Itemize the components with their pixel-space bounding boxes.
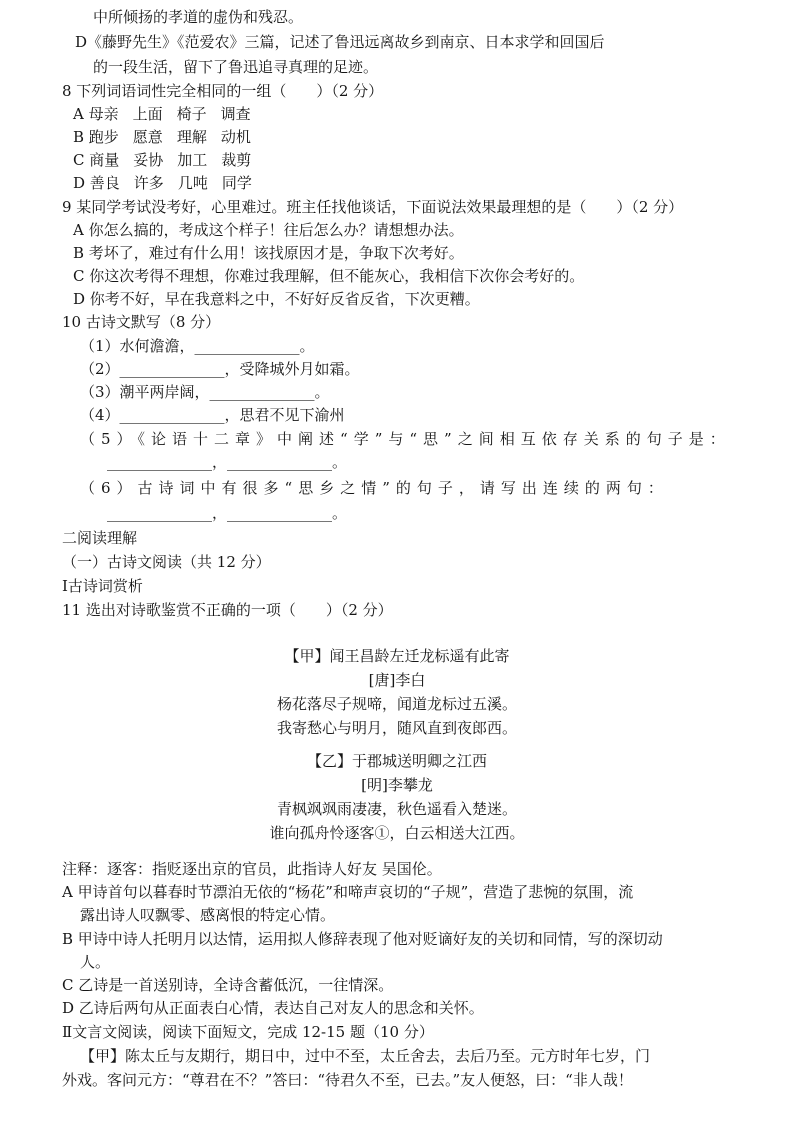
q7-continuation: 中所倾扬的孝道的虚伪和残忍。 xyxy=(93,8,304,26)
poem-b-title: 【乙】于郡城送明卿之江西 xyxy=(306,752,487,770)
poem-a-title: 【甲】闻王昌龄左迁龙标遥有此寄 xyxy=(284,647,510,665)
q8-option-c: C 商量 妥协 加工 裁剪 xyxy=(73,151,252,169)
q7-option-d: D《藤野先生》《范爱农》三篇，记述了鲁迅远离故乡到南京、日本求学和回国后 xyxy=(75,33,605,51)
q10-line-5: （5）《论语十二章》中阐述“学”与“思”之间相互依存关系的句子是： xyxy=(80,430,731,448)
q11-option-a: A 甲诗首句以暮春时节漂泊无依的“杨花”和啼声哀切的“子规”，营造了悲惋的氛围，流 xyxy=(62,883,634,901)
q9-option-b: B 考坏了，难过有什么用！该找原因才是，争取下次考好。 xyxy=(73,244,464,262)
q10-line-2: （2）______________，受降城外月如霜。 xyxy=(80,360,360,378)
q11-option-c: C 乙诗是一首送别诗，全诗含蓄低沉，一往情深。 xyxy=(62,976,394,994)
q11-option-b: B 甲诗中诗人托明月以达情，运用拟人修辞表现了他对贬谪好友的关切和同情，写的深切动 xyxy=(62,930,663,948)
poem-a-author: [唐]李白 xyxy=(368,671,426,689)
q7-option-d-continuation: 的一段生活，留下了鲁迅追寻真理的足迹。 xyxy=(93,58,379,76)
q8-option-d: D 善良 许多 几吨 同学 xyxy=(73,174,252,192)
q8-option-b: B 跑步 愿意 理解 动机 xyxy=(73,128,251,146)
q9-option-d: D 你考不好，早在我意料之中，不好好反省反省，下次更糟。 xyxy=(73,290,480,308)
q8-stem: 8 下列词语词性完全相同的一组（ ）（2 分） xyxy=(62,82,384,100)
poem-b-line-2: 谁向孤舟怜逐客①，白云相送大江西。 xyxy=(269,824,525,842)
q10-line-6-blanks: ______________，______________。 xyxy=(107,504,348,522)
q9-stem: 9 某同学考试没考好，心里难过。班主任找他谈话，下面说法效果最理想的是（ ）（2 分） xyxy=(62,198,684,216)
passage-line-2: 外戏。客问元方：“尊君在不？”答曰：“待君久不至，已去。”友人便怒，曰：“非人哉！ xyxy=(62,1071,633,1089)
subsection-classical: （一）古诗文阅读（共 12 分） xyxy=(62,553,271,571)
q11-option-a-continuation: 露出诗人叹飘零、感离恨的特定心情。 xyxy=(80,906,336,924)
q9-option-c: C 你这次考得不理想，你难过我理解，但不能灰心，我相信下次你会考好的。 xyxy=(73,267,585,285)
poem-b-line-1: 青枫飒飒雨凄凄，秋色遥看入楚迷。 xyxy=(276,800,517,818)
q10-line-6: （6）古诗词中有很多“思乡之情”的句子，请写出连续的两句： xyxy=(80,479,669,497)
part-poetry: Ⅰ古诗词赏析 xyxy=(62,577,143,595)
q10-stem: 10 古诗文默写（8 分） xyxy=(62,313,221,331)
poem-a-line-2: 我寄愁心与明月，随风直到夜郎西。 xyxy=(276,719,517,737)
q9-option-a: A 你怎么搞的，考成这个样子！往后怎么办？请想想办法。 xyxy=(73,221,464,239)
poem-a-line-1: 杨花落尽子规啼，闻道龙标过五溪。 xyxy=(276,695,517,713)
q10-line-3: （3）潮平两岸阔，______________。 xyxy=(80,383,330,401)
q11-stem: 11 选出对诗歌鉴赏不正确的一项（ ）（2 分） xyxy=(62,601,393,619)
annotation-note: 注释：逐客：指贬逐出京的官员，此指诗人好友 吴国伦。 xyxy=(62,860,442,878)
passage-line-1: 【甲】陈太丘与友期行，期日中，过中不至，太丘舍去，去后乃至。元方时年七岁，门 xyxy=(80,1047,651,1065)
q11-option-d: D 乙诗后两句从正面表白心情，表达自己对友人的思念和关怀。 xyxy=(62,999,484,1017)
part-classical-prose: Ⅱ文言文阅读，阅读下面短文，完成 12-15 题（10 分） xyxy=(62,1023,434,1041)
q11-option-b-continuation: 人。 xyxy=(80,953,111,971)
q10-line-1: （1）水何澹澹，______________。 xyxy=(80,337,315,355)
section-reading: 二阅读理解 xyxy=(62,529,138,547)
q10-line-5-blanks: ______________，______________。 xyxy=(107,453,348,471)
q10-line-4: （4）______________，思君不见下渝州 xyxy=(80,406,345,424)
poem-b-author: [明]李攀龙 xyxy=(361,776,433,794)
q8-option-a: A 母亲 上面 椅子 调查 xyxy=(73,105,251,123)
